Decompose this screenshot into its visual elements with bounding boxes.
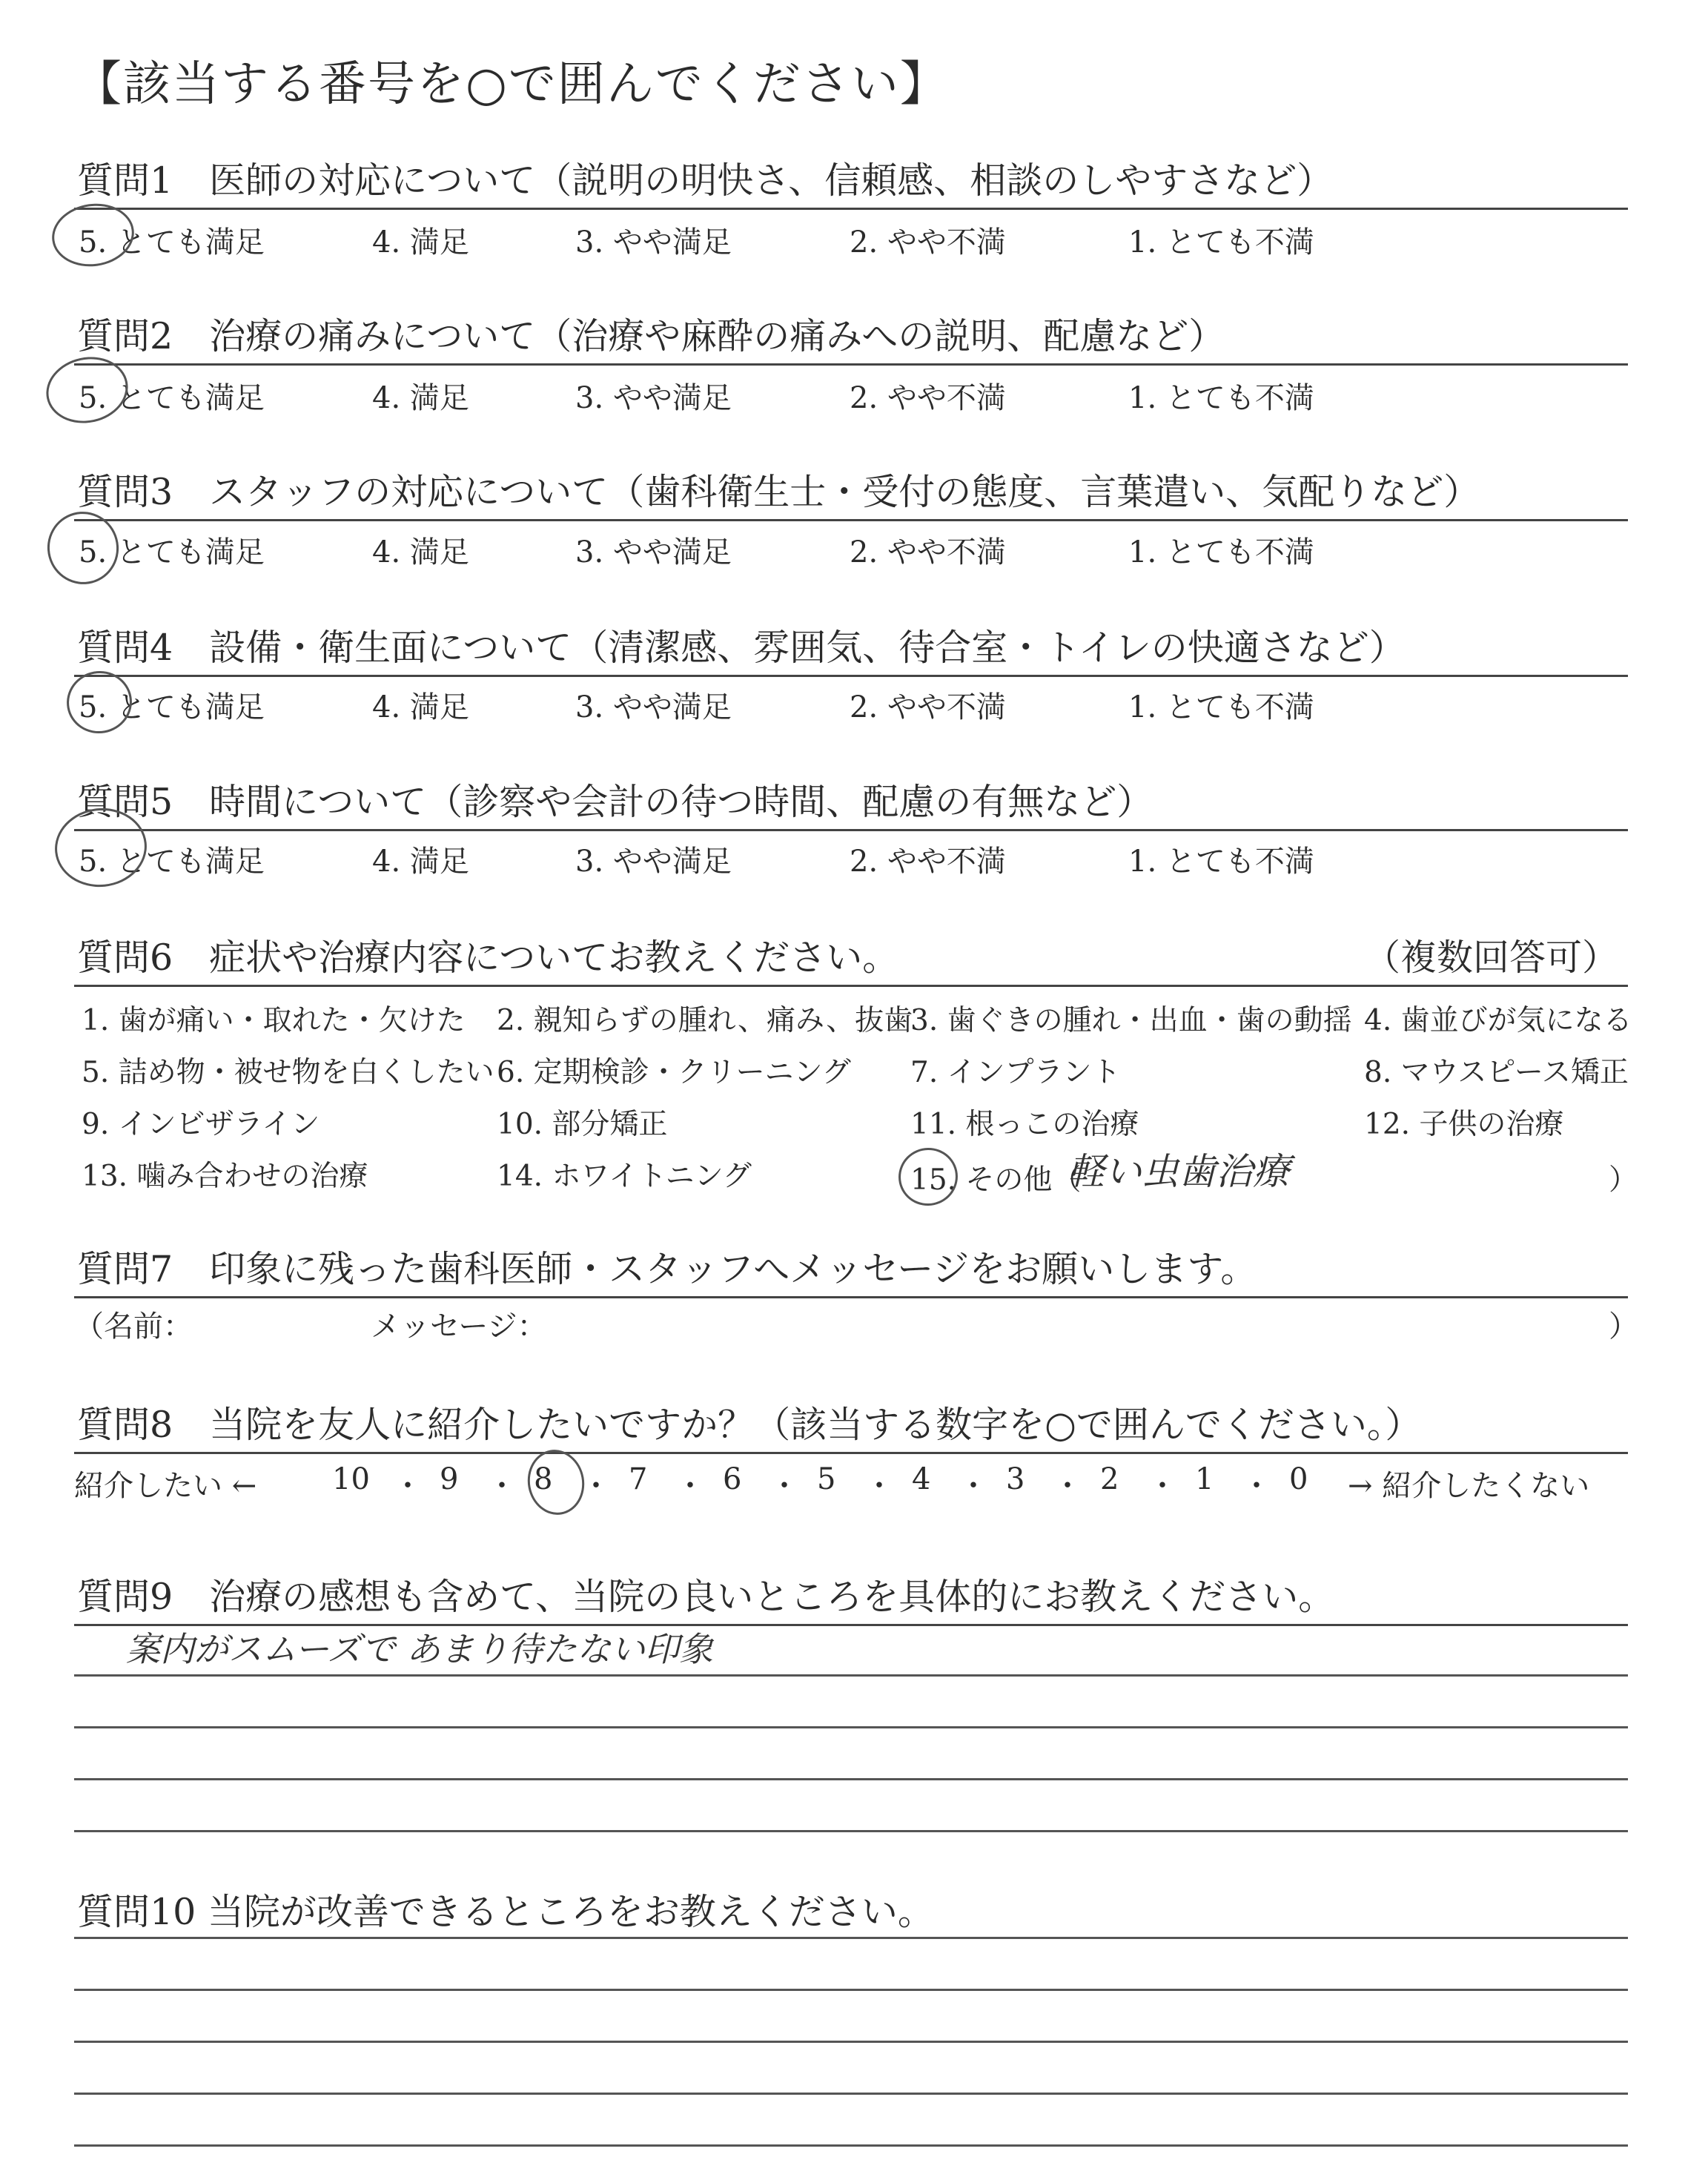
q3-selected-circle <box>39 503 127 592</box>
q5-option-4[interactable]: 4. 満足 <box>372 845 469 879</box>
q9-answer[interactable]: 案内がスムーズで あまり待たない印象 <box>126 1629 714 1669</box>
q6-option-10[interactable]: 10. 部分矯正 <box>497 1108 668 1141</box>
q8-dot: ・ <box>1148 1469 1177 1503</box>
q8-dot: ・ <box>959 1469 988 1503</box>
q3-option-1[interactable]: 1. とても不満 <box>1128 535 1314 569</box>
q8-score-4[interactable]: 4 <box>912 1462 931 1496</box>
q6-option-1[interactable]: 1. 歯が痛い・取れた・欠けた <box>82 1004 466 1037</box>
q2-rule <box>74 363 1628 366</box>
q8-score-5[interactable]: 5 <box>817 1462 836 1496</box>
q7-rule <box>74 1296 1628 1298</box>
q1-option-2[interactable]: 2. やや不満 <box>850 225 1006 260</box>
q5-option-2[interactable]: 2. やや不満 <box>850 845 1006 879</box>
q2-option-2[interactable]: 2. やや不満 <box>850 381 1006 415</box>
q8-dot: ・ <box>1053 1469 1082 1503</box>
q4-rule <box>74 675 1628 677</box>
q1-option-5[interactable]: 5. とても満足 <box>79 225 265 260</box>
q4-option-1[interactable]: 1. とても不満 <box>1128 690 1314 724</box>
q6-option-3[interactable]: 3. 歯ぐきの腫れ・出血・歯の動揺 <box>910 1004 1352 1037</box>
q10-answer-line <box>74 1989 1628 1991</box>
q8-dot: ・ <box>675 1469 705 1503</box>
q10-answer-line <box>74 2144 1628 2147</box>
q8-score-0[interactable]: 0 <box>1289 1462 1308 1496</box>
q6-option-6[interactable]: 6. 定期検診・クリーニング <box>497 1056 851 1089</box>
q8-right-label: → 紹介したくない <box>1348 1469 1590 1503</box>
q9-answer-line <box>74 1674 1628 1677</box>
form-header: 【該当する番号を○で囲んでください】 <box>74 57 949 112</box>
q8-dot: ・ <box>581 1469 611 1503</box>
q4-option-2[interactable]: 2. やや不満 <box>850 690 1006 724</box>
q3-rule <box>74 519 1628 521</box>
q2-title: 質問2 治療の痛みについて（治療や麻酔の痛みへの説明、配慮など） <box>77 315 1225 357</box>
q5-option-1[interactable]: 1. とても不満 <box>1128 845 1314 879</box>
q9-answer-line <box>74 1830 1628 1832</box>
q1-rule <box>74 208 1628 210</box>
q1-option-1[interactable]: 1. とても不満 <box>1128 225 1314 260</box>
q6-option-2[interactable]: 2. 親知らずの腫れ、痛み、抜歯 <box>497 1004 913 1037</box>
q6-rule <box>74 985 1628 987</box>
q5-option-3[interactable]: 3. やや満足 <box>575 845 732 879</box>
q6-title: 質問6 症状や治療内容についてお教えください。 <box>77 937 899 979</box>
q8-selected-circle <box>523 1445 589 1519</box>
q2-option-5[interactable]: 5. とても満足 <box>79 381 265 415</box>
q8-score-3[interactable]: 3 <box>1006 1462 1025 1496</box>
q4-option-5[interactable]: 5. とても満足 <box>79 690 265 724</box>
q3-option-5[interactable]: 5. とても満足 <box>79 535 265 569</box>
q3-option-3[interactable]: 3. やや満足 <box>575 535 732 569</box>
q6-option-13[interactable]: 13. 噛み合わせの治療 <box>82 1160 368 1193</box>
q2-option-1[interactable]: 1. とても不満 <box>1128 381 1314 415</box>
q7-title: 質問7 印象に残った歯科医師・スタッフへメッセージをお願いします。 <box>77 1248 1257 1290</box>
q6-option-4[interactable]: 4. 歯並びが気になる <box>1364 1004 1632 1037</box>
q5-rule <box>74 829 1628 831</box>
q8-score-9[interactable]: 9 <box>440 1462 459 1496</box>
q9-answer-line <box>74 1778 1628 1780</box>
q6-option-5[interactable]: 5. 詰め物・被せ物を白くしたい <box>82 1056 494 1089</box>
q6-option-15[interactable]: 15. その他（ <box>910 1163 1082 1197</box>
q8-rule <box>74 1452 1628 1454</box>
q6-other-answer[interactable]: 軽い虫歯治療 <box>1068 1150 1290 1193</box>
q6-option-11[interactable]: 11. 根っこの治療 <box>910 1108 1139 1141</box>
q8-dot: ・ <box>487 1469 517 1503</box>
q8-dot: ・ <box>1242 1469 1271 1503</box>
q1-title: 質問1 医師の対応について（説明の明快さ、信頼感、相談のしやすさなど） <box>77 159 1334 202</box>
q5-option-5[interactable]: 5. とても満足 <box>79 845 265 879</box>
q8-score-1[interactable]: 1 <box>1195 1462 1214 1496</box>
q1-option-3[interactable]: 3. やや満足 <box>575 225 732 260</box>
q10-title: 質問10 当院が改善できるところをお教えください。 <box>77 1891 934 1933</box>
q8-score-10[interactable]: 10 <box>332 1462 370 1496</box>
q6-option-12[interactable]: 12. 子供の治療 <box>1364 1108 1564 1141</box>
q4-option-3[interactable]: 3. やや満足 <box>575 690 732 724</box>
q8-score-2[interactable]: 2 <box>1100 1462 1119 1496</box>
q3-option-4[interactable]: 4. 満足 <box>372 535 469 569</box>
q6-other-close-paren: ） <box>1609 1163 1638 1197</box>
q4-option-4[interactable]: 4. 満足 <box>372 690 469 724</box>
q7-close-paren: ） <box>1609 1309 1638 1344</box>
q10-answer-line <box>74 1937 1628 1939</box>
q2-option-3[interactable]: 3. やや満足 <box>575 381 732 415</box>
q2-selected-circle <box>40 349 134 430</box>
q8-score-8[interactable]: 8 <box>534 1462 553 1496</box>
q10-answer-line <box>74 2041 1628 2043</box>
q6-selected-circle <box>893 1143 963 1212</box>
q8-left-label: 紹介したい ← <box>74 1469 257 1503</box>
q5-title: 質問5 時間について（診察や会計の待つ時間、配慮の有無など） <box>77 781 1153 823</box>
q8-score-7[interactable]: 7 <box>629 1462 648 1496</box>
q9-answer-line <box>74 1726 1628 1728</box>
q6-option-14[interactable]: 14. ホワイトニング <box>497 1160 752 1193</box>
q3-option-2[interactable]: 2. やや不満 <box>850 535 1006 569</box>
q6-option-7[interactable]: 7. インプラント <box>910 1056 1121 1089</box>
q7-message-label: メッセージ： <box>371 1309 547 1344</box>
q7-name-label: （名前： <box>74 1309 193 1344</box>
q6-option-9[interactable]: 9. インビザライン <box>82 1108 320 1141</box>
q10-answer-line <box>74 2093 1628 2095</box>
q6-option-8[interactable]: 8. マウスピース矯正 <box>1364 1056 1629 1089</box>
q8-score-6[interactable]: 6 <box>723 1462 742 1496</box>
q1-option-4[interactable]: 4. 満足 <box>372 225 469 260</box>
q4-title: 質問4 設備・衛生面について（清潔感、雰囲気、待合室・トイレの快適さなど） <box>77 627 1406 669</box>
q8-dot: ・ <box>769 1469 799 1503</box>
q8-dot: ・ <box>393 1469 423 1503</box>
q8-title: 質問8 当院を友人に紹介したいですか？（該当する数字を○で囲んでください。） <box>77 1404 1422 1446</box>
q9-title: 質問9 治療の感想も含めて、当院の良いところを具体的にお教えください。 <box>77 1576 1335 1618</box>
q8-dot: ・ <box>864 1469 894 1503</box>
q6-note: （複数回答可） <box>1364 937 1619 979</box>
q3-title: 質問3 スタッフの対応について（歯科衛生士・受付の態度、言葉遣い、気配りなど） <box>77 471 1480 513</box>
q2-option-4[interactable]: 4. 満足 <box>372 381 469 415</box>
